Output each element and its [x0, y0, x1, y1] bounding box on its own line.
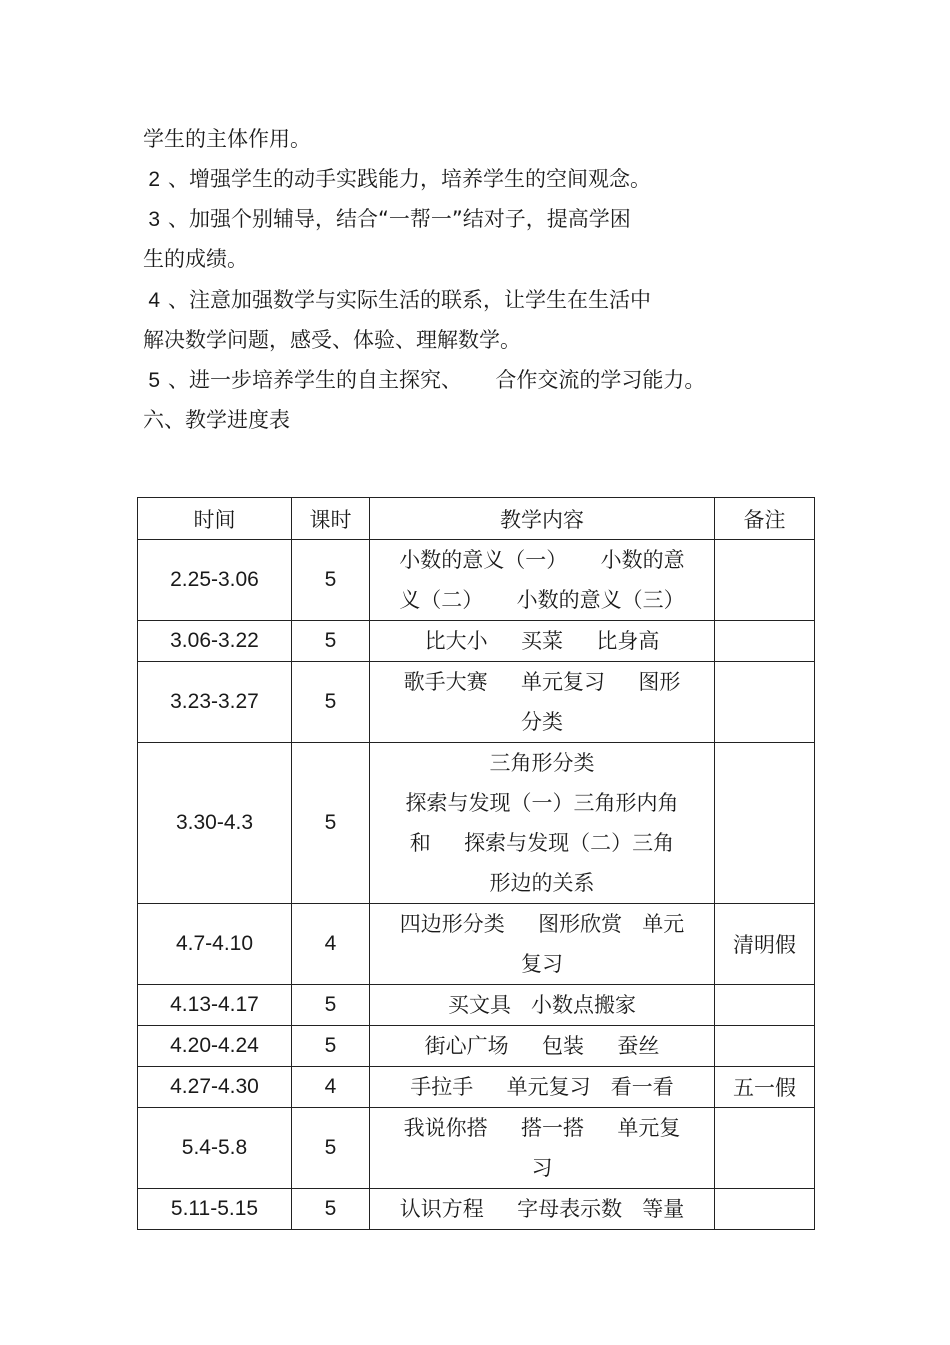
- content-line: 三角形分类: [489, 751, 595, 775]
- content-line: 小数的意义（一） 小数的意: [399, 548, 685, 572]
- content-line: 四边形分类 图形欣赏 单元: [399, 912, 685, 936]
- table-row: [138, 1067, 815, 1108]
- cell-content: [370, 662, 715, 743]
- header-hours: 课时: [292, 498, 370, 540]
- cell-hours: 4: [292, 1067, 370, 1108]
- header-content: 教学内容: [370, 498, 715, 540]
- cell-content: [370, 621, 715, 662]
- content-line: 习: [531, 1156, 553, 1180]
- table-row: [138, 1026, 815, 1067]
- header-time: 时间: [138, 498, 292, 540]
- cell-time: 4.13-4.17: [138, 985, 292, 1026]
- table-row: [138, 540, 815, 621]
- content-line: 手拉手 单元复习 看一看: [410, 1075, 674, 1099]
- content-line: 探索与发现（一）三角形内角: [405, 791, 679, 815]
- cell-hours: 5: [292, 621, 370, 662]
- cell-time: 3.23-3.27: [138, 662, 292, 743]
- content-line: 复习: [521, 952, 563, 976]
- content-line: 分类: [521, 710, 563, 734]
- cell-note: [715, 1108, 815, 1189]
- table-row: [138, 743, 815, 904]
- paragraph-4-cont: 解决数学问题，感受、体验、理解数学。: [143, 328, 521, 352]
- content-line: 形边的关系: [489, 871, 595, 895]
- header-note: 备注: [715, 498, 815, 540]
- paragraph-3-cont: 生的成绩。: [143, 247, 248, 271]
- paragraph-3: 3 、加强个别辅导，结合“一帮一”结对子，提高学困: [148, 207, 631, 231]
- cell-note: [715, 621, 815, 662]
- cell-time: 5.4-5.8: [138, 1108, 292, 1189]
- cell-time: 4.27-4.30: [138, 1067, 292, 1108]
- table-row: [138, 1108, 815, 1189]
- table-header-row: [138, 498, 815, 540]
- cell-note: 清明假: [715, 904, 815, 985]
- cell-hours: 5: [292, 1189, 370, 1230]
- cell-content: [370, 743, 715, 904]
- table-body: [138, 540, 815, 1230]
- cell-content: [370, 1108, 715, 1189]
- cell-note: 五一假: [715, 1067, 815, 1108]
- content-line: 和 探索与发现（二）三角: [409, 831, 675, 855]
- paragraph-2: 2 、增强学生的动手实践能力，培养学生的空间观念。: [148, 167, 651, 191]
- section-title: 六、教学进度表: [143, 408, 290, 432]
- schedule-table: [137, 497, 815, 1230]
- content-line: 义（二） 小数的意义（三）: [399, 588, 685, 612]
- cell-hours: 5: [292, 1026, 370, 1067]
- cell-hours: 5: [292, 985, 370, 1026]
- table-row: [138, 985, 815, 1026]
- cell-hours: 4: [292, 904, 370, 985]
- cell-content: [370, 1026, 715, 1067]
- cell-note: [715, 1189, 815, 1230]
- content-line: 我说你搭 搭一搭 单元复: [403, 1116, 681, 1140]
- content-line: 比大小 买菜 比身高: [424, 629, 660, 653]
- content-line: 街心广场 包装 蚕丝: [424, 1034, 660, 1058]
- table-row: [138, 621, 815, 662]
- paragraph-1: 学生的主体作用。: [143, 127, 311, 151]
- cell-content: [370, 540, 715, 621]
- content-line: 歌手大赛 单元复习 图形: [403, 670, 681, 694]
- cell-hours: 5: [292, 1108, 370, 1189]
- cell-note: [715, 985, 815, 1026]
- cell-time: 5.11-5.15: [138, 1189, 292, 1230]
- cell-time: 2.25-3.06: [138, 540, 292, 621]
- table-row: [138, 662, 815, 743]
- cell-note: [715, 662, 815, 743]
- cell-note: [715, 540, 815, 621]
- cell-hours: 5: [292, 540, 370, 621]
- cell-time: 3.30-4.3: [138, 743, 292, 904]
- cell-note: [715, 1026, 815, 1067]
- cell-note: [715, 743, 815, 904]
- cell-time: 3.06-3.22: [138, 621, 292, 662]
- paragraph-5: 5 、进一步培养学生的自主探究、 合作交流的学习能力。: [148, 368, 706, 392]
- cell-content: [370, 904, 715, 985]
- content-line: 买文具 小数点搬家: [447, 993, 637, 1017]
- paragraph-4: 4 、注意加强数学与实际生活的联系，让学生在生活中: [148, 288, 651, 312]
- cell-hours: 5: [292, 743, 370, 904]
- cell-hours: 5: [292, 662, 370, 743]
- content-line: 认识方程 字母表示数 等量: [399, 1197, 685, 1221]
- table-row: [138, 904, 815, 985]
- cell-content: [370, 1067, 715, 1108]
- cell-time: 4.7-4.10: [138, 904, 292, 985]
- cell-content: [370, 985, 715, 1026]
- cell-time: 4.20-4.24: [138, 1026, 292, 1067]
- table-row: [138, 1189, 815, 1230]
- cell-content: [370, 1189, 715, 1230]
